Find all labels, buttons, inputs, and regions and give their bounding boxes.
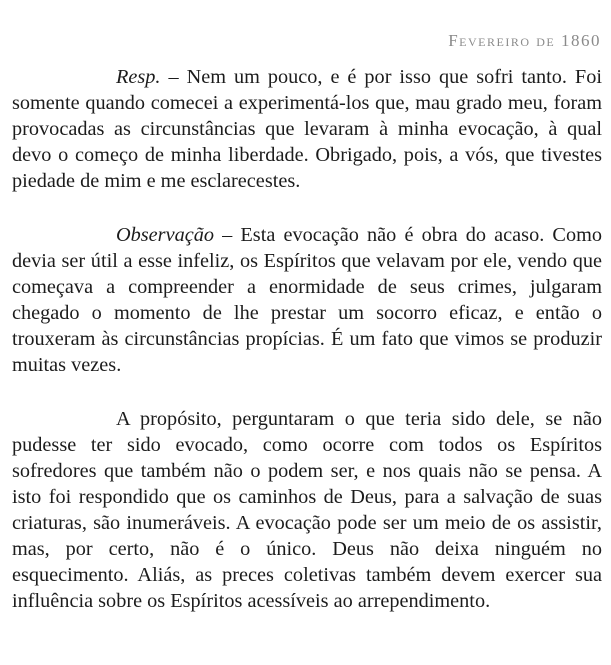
paragraph-body (12, 406, 602, 614)
paragraph-observation (12, 222, 602, 378)
paragraph-lead: Resp. (116, 66, 161, 88)
running-head: Fevereiro de 1860 (448, 31, 601, 50)
paragraph-text: A propósito, perguntaram o que teria sido dele, se não pudesse ter sido evocado, como ocorre com todos os Espíritos sofredores que também não o podem ser, e nos quais não se pensa. A isto foi respondido que os caminhos de Deus, para a salvação de suas criaturas, são inumeráveis. A evocação pode ser um meio de os assistir, mas, por certo, não é o único. Deus não deixa ninguém no esquecimento. Aliás, as preces coletivas também devem exercer sua influência sobre os Espíritos acessíveis ao arrependimento. (12, 408, 602, 612)
paragraph-text: – Nem um pouco, e é por isso que sofri tanto. Foi somente quando comecei a experimentá-los que, mau grado meu, foram provocadas as circunstâncias que levaram à minha evocação, à qual devo o começo de minha liberdade. Obrigado, pois, a vós, que tivestes piedade de mim e me esclarecestes. (12, 66, 602, 192)
page-body (12, 64, 602, 642)
paragraph-text: – Esta evocação não é obra do acaso. Como devia ser útil a esse infeliz, os Espíritos que velavam por ele, vendo que começava a compreender a enormidade de seus crimes, julgaram chegado o momento de lhe prestar um socorro eficaz, e então o trouxeram às circunstâncias propícias. É um fato que vimos se produzir muitas vezes. (12, 224, 602, 376)
paragraph-lead: Observação (116, 224, 214, 246)
paragraph-response (12, 64, 602, 194)
